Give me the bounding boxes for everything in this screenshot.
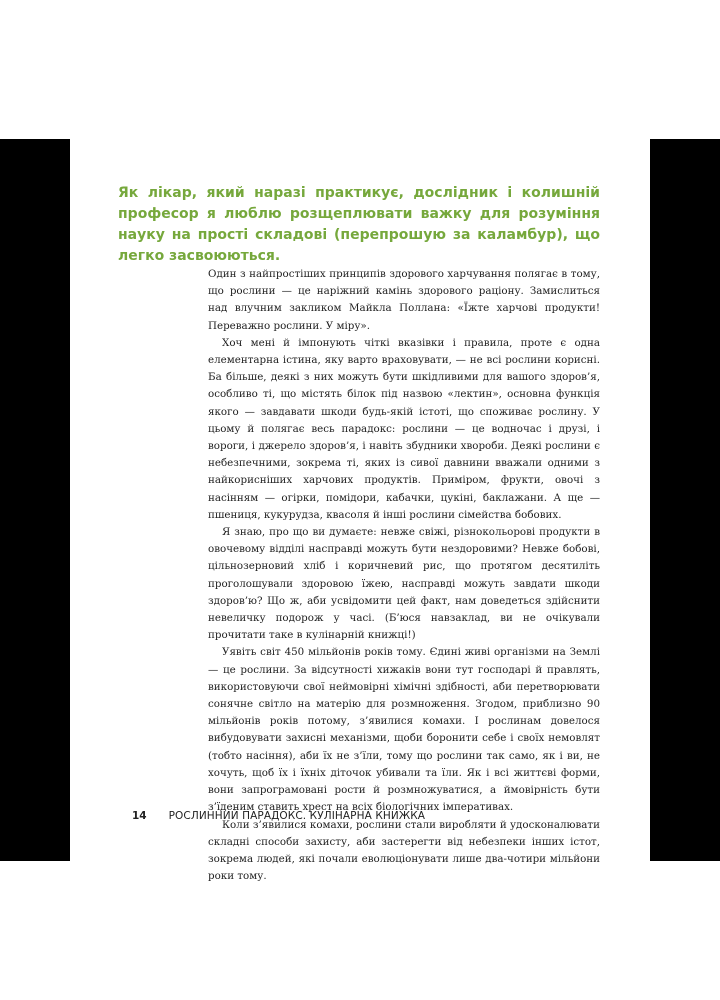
- book-page: [70, 0, 650, 1000]
- paragraph: Коли з’явилися комахи, рослини стали виробляти й удосконалювати складні способи захисту, аби застерегти від небезпеки інших істот, зокрема людей, які почали еволюціонувати лише два-чотири мільйони роки тому.: [208, 818, 600, 883]
- paragraph: Один з найпростіших принципів здорового харчування полягає в тому, що рослини — це наріжний камінь здорового раціону. Замислиться над влучним закликом Майкла Поллана: «Їжте харчові продукти! Переважно рослини. У міру».: [208, 268, 600, 332]
- body-text: [208, 266, 600, 885]
- paragraph: Уявіть світ 450 мільйонів років тому. Єдині живі організми на Землі — це рослини. За відсутності хижаків вони тут господарі й правлять, використовуючи свої неймовірні хімічні здібності, аби перетворювати сонячне світло на матерію для розмноження. Згодом, приблизно 90 мільйонів років потому, з’явилися комахи. І рослинам довелося вибудовувати захисні механізми, щоби боронити себе і своїх немовлят (тобто насіння), аби їх не з’їли, тому що рослини так само, як і ви, не хочуть, щоб їх і їхніх діточок убивали та їли. Як і всі життєві форми, вони запрограмовані рости й розмножуватися, а ймовірність бути з’їденим ставить хрест на всіх біологічних імперативах.: [208, 646, 600, 814]
- running-title: РОСЛИННИЙ ПАРАДОКС. КУЛІНАРНА КНИЖКА: [168, 810, 426, 822]
- paragraph: Я знаю, про що ви думаєте: невже свіжі, різнокольорові продукти в овочевому відділі насправді можуть бути нездоровими? Невже бобові, цільнозерновий хліб і коричневий рис, що протягом десятиліть проголошували здоровою їжею, насправді можуть завдати шкоди здоров’ю? Що ж, аби усвідомити цей факт, нам доведеться здійснити невеличку подорож у часі. (Б’юся навзаклад, ви не очікували прочитати таке в кулінарній книжці!): [208, 526, 600, 642]
- right-black-band: [650, 139, 720, 861]
- page-number: 14: [132, 810, 147, 822]
- pull-quote: Як лікар, який наразі практикує, дослідник і колишній професор я люблю розщеплювати важку для розуміння науку на прості складові (перепрошую за каламбур), що легко засвоюються.: [118, 185, 600, 264]
- paragraph: Хоч мені й імпонують чіткі вказівки і правила, проте є одна елементарна істина, яку варто враховувати, — не всі рослини корисні. Ба більше, деякі з них можуть бути шкідливими для вашого здоров’я, особливо ті, що містять білок під назвою «лектин», основна функція якого — завдавати шкоди будь-якій істоті, що споживає рослину. У цьому й полягає весь парадокс: рослини — це водночас і друзі, і вороги, і джерело здоров’я, і навіть збудники хвороби. Деякі рослини є небезпечними, зокрема ті, яких із сивої давнини вважали одними з найкорисніших харчових продуктів. Примiром, фрукти, овочі з насінням — огірки, помідори, кабачки, цукіні, баклажани. А ще — пшениця, кукурудза, квасоля й інші рослини сімейства бобових.: [208, 336, 600, 521]
- page-footer: [132, 810, 425, 822]
- left-black-band: [0, 139, 70, 861]
